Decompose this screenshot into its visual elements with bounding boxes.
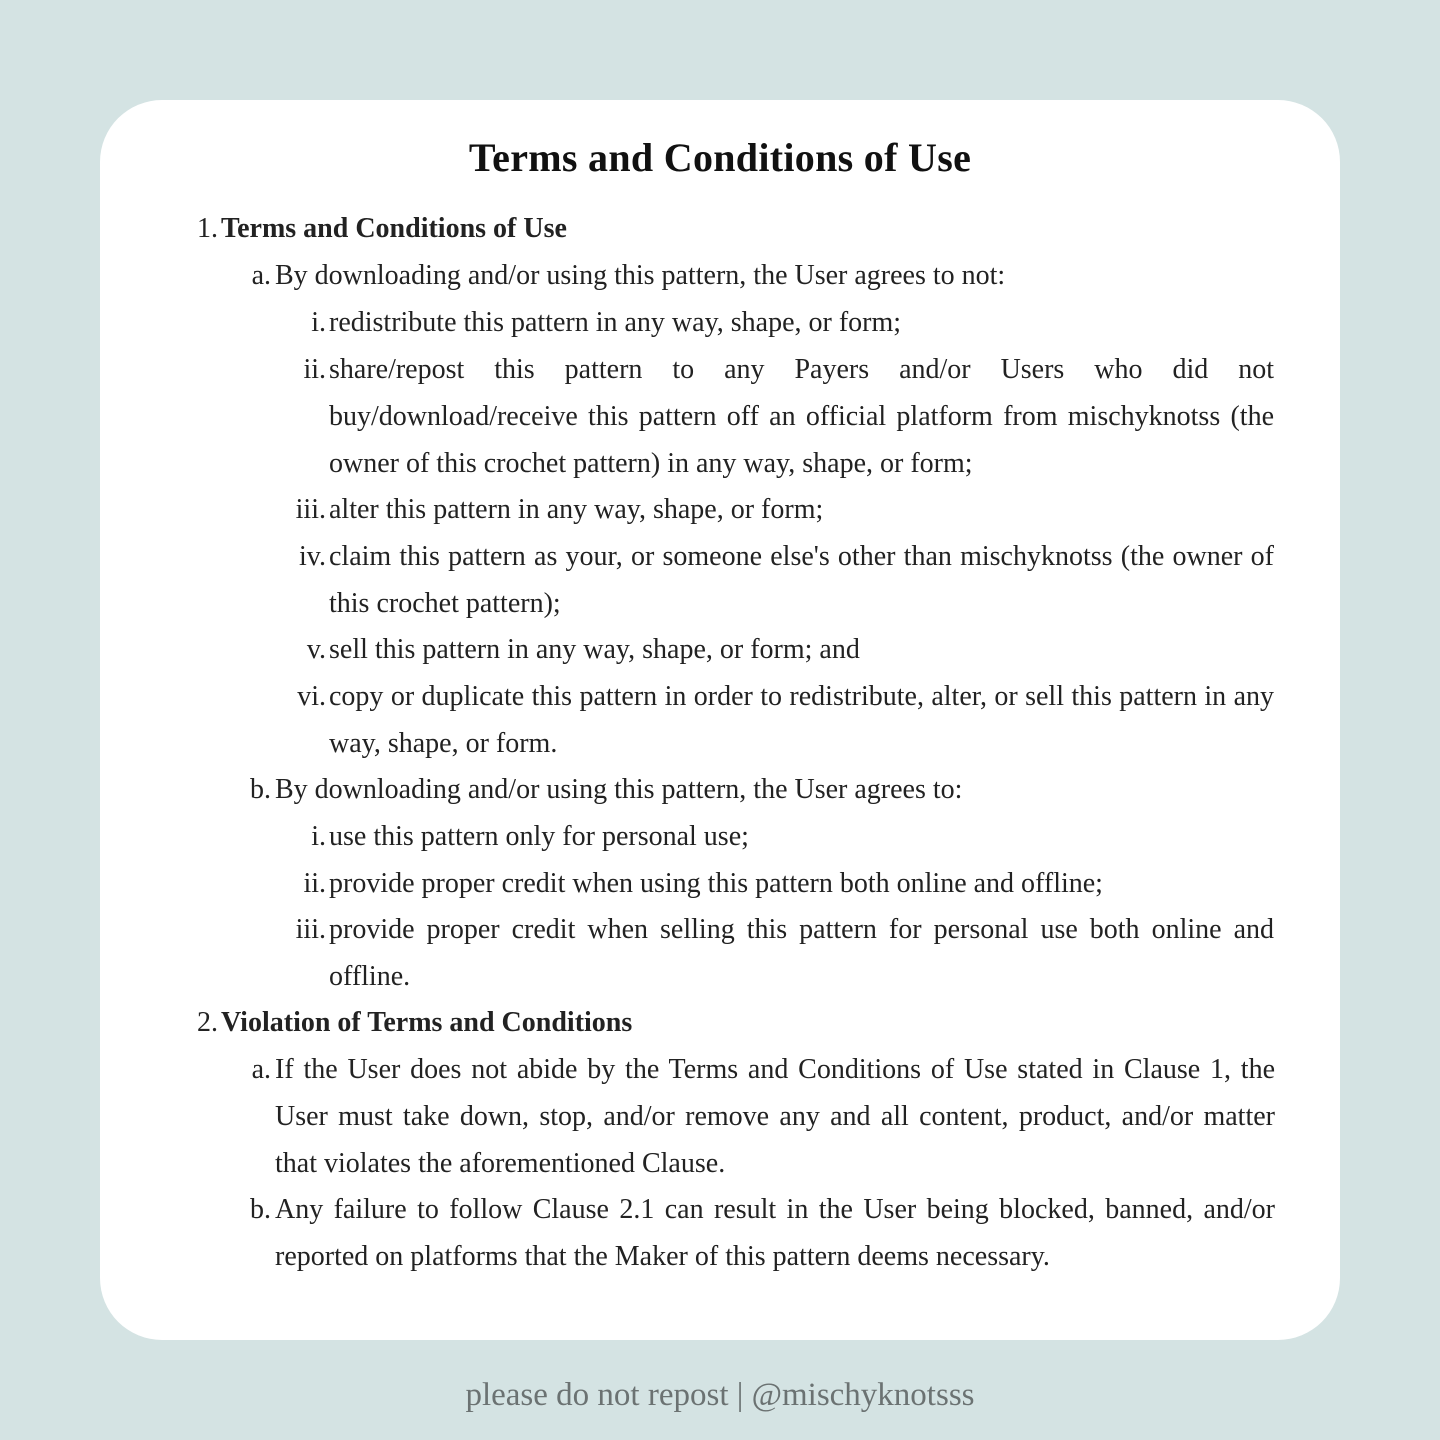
clause-text: By downloading and/or using this pattern, the User agrees to not: [275, 260, 1006, 291]
sub-clause-number: iii. [295, 914, 326, 945]
sub-clause-text: copy or duplicate this pattern in order to redistribute, alter, or sell this pattern in any way, shape, or form. [329, 681, 1274, 759]
sub-clause-number: iv. [299, 541, 326, 572]
sub-clause-text: sell this pattern in any way, shape, or form; and [329, 634, 860, 665]
clause-number: a. [251, 260, 271, 291]
section-number: 1. [197, 213, 218, 244]
sub-clause-text: claim this pattern as your, or someone else's other than mischyknotss (the owner of this crochet pattern); [329, 541, 1274, 619]
clause-text: If the User does not abide by the Terms and Conditions of Use stated in Clause 1, the User must take down, stop, and/or remove any and all content, product, and/or matter that violates the aforementioned Clause. [275, 1054, 1275, 1179]
clause-number: b. [250, 1194, 271, 1225]
sub-clause-number: ii. [303, 868, 326, 899]
sub-clause-number: v. [306, 634, 326, 665]
sub-clause-text: share/repost this pattern to any Payers and/or Users who did not buy/download/receive this pattern off an official platform from mischyknotss (the owner of this crochet pattern) in any way, shape, or form; [329, 354, 1274, 479]
sub-clause-text: redistribute this pattern in any way, shape, or form; [329, 307, 902, 338]
section-heading: Terms and Conditions of Use [221, 213, 567, 244]
sub-clause-number: vi. [297, 681, 326, 712]
sub-clause-text: provide proper credit when selling this pattern for personal use both online and offline. [329, 914, 1274, 992]
sub-clause-number: i. [311, 307, 326, 338]
sub-clause-text: use this pattern only for personal use; [329, 821, 749, 852]
footer-text: please do not repost | @mischyknotsss [465, 1377, 975, 1413]
clause-text: Any failure to follow Clause 2.1 can result in the User being blocked, banned, and/or reported on platforms that the Maker of this pattern deems necessary. [275, 1194, 1275, 1272]
clause-text: By downloading and/or using this pattern, the User agrees to: [275, 774, 963, 805]
clause-number: a. [251, 1054, 271, 1085]
sub-clause-number: iii. [295, 494, 326, 525]
section-heading: Violation of Terms and Conditions [221, 1007, 633, 1038]
section-number: 2. [197, 1007, 218, 1038]
page-title: Terms and Conditions of Use [468, 135, 972, 180]
sub-clause-text: provide proper credit when using this pattern both online and offline; [329, 868, 1103, 899]
sub-clause-number: i. [311, 821, 326, 852]
clause-number: b. [250, 774, 271, 805]
sub-clause-text: alter this pattern in any way, shape, or form; [329, 494, 824, 525]
sub-clause-number: ii. [303, 354, 326, 385]
